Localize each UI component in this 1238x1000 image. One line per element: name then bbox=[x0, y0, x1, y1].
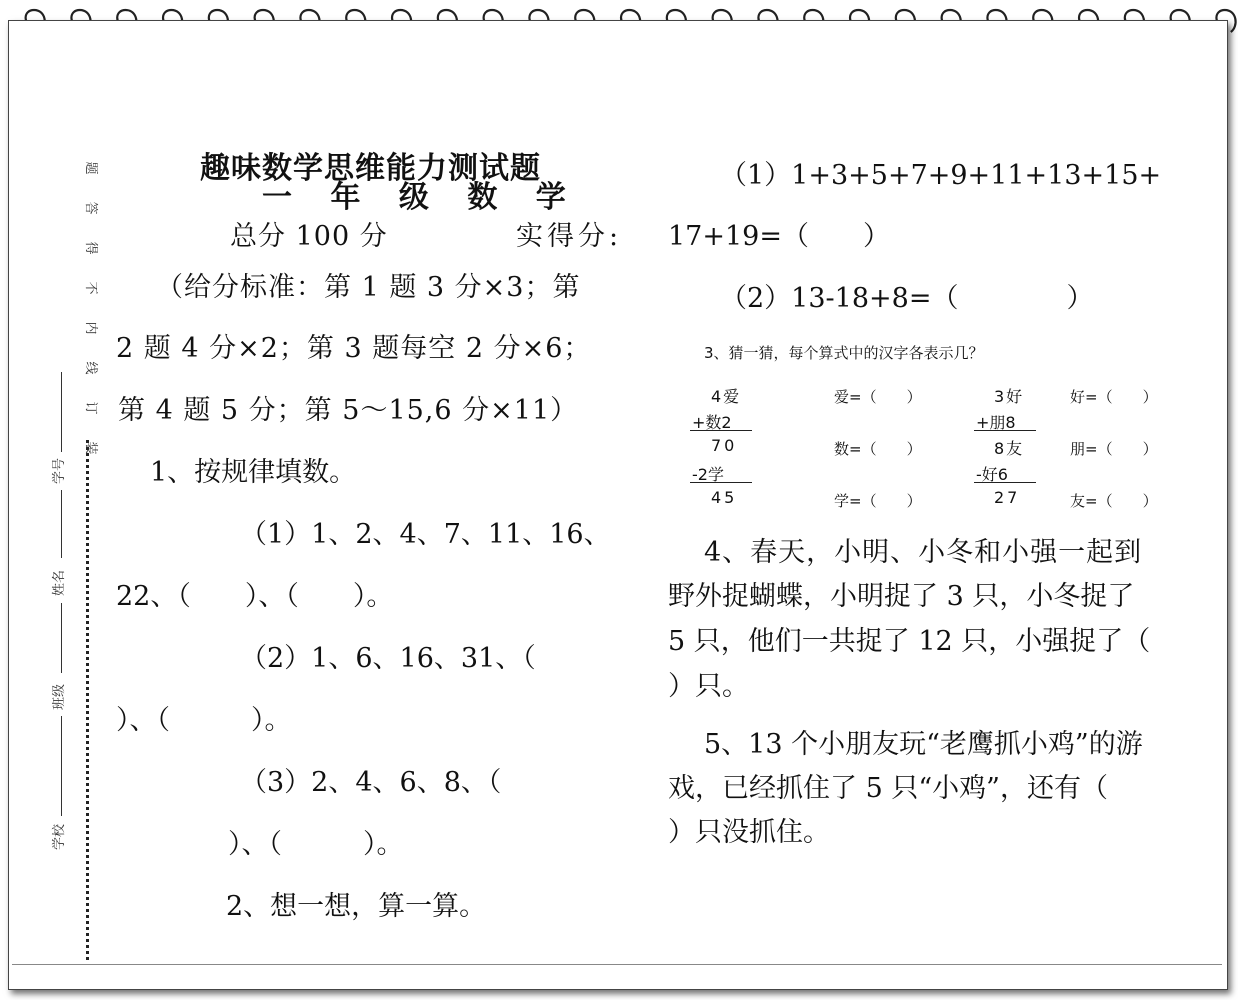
q4-line3: 5 只，他们一共捉了 12 只，小强捉了（ bbox=[668, 626, 1151, 657]
q1-part1-line1: （1）1、2、4、7、11、16、 bbox=[240, 519, 611, 550]
q3-answer-shu: 数=（ ） bbox=[834, 440, 922, 458]
q3-right-line4: -好6 bbox=[976, 465, 1008, 484]
q3-right-line1: 3好 bbox=[994, 387, 1025, 406]
q2-part1-line1: （1）1+3+5+7+9+11+13+15+ bbox=[720, 160, 1162, 191]
q1-part3-line2: ）、（ ）。 bbox=[228, 829, 404, 860]
binding-hint-char: 订 bbox=[83, 401, 98, 415]
q4-line4: ）只。 bbox=[668, 671, 749, 702]
q3-answer-xue: 学=（ ） bbox=[834, 492, 922, 510]
binding-hint-char: 线 bbox=[83, 361, 98, 375]
binding-dotted-line bbox=[86, 440, 89, 960]
binding-hint-char: 题 bbox=[83, 161, 98, 175]
scoring-line-1: （给分标准：第 1 题 3 分×3；第 bbox=[156, 272, 581, 303]
total-score-label: 总分 100 分 bbox=[230, 221, 388, 252]
q3-left-line3: 70 bbox=[711, 436, 738, 455]
q5-line3: ）只没抓住。 bbox=[668, 817, 830, 848]
q3-right-line3: 8友 bbox=[994, 439, 1025, 458]
field-name-label: 姓名 bbox=[52, 569, 67, 596]
q5-line2: 戏，已经抓住了 5 只“小鸡”，还有（ bbox=[668, 773, 1108, 804]
field-class-label: 班级 bbox=[52, 683, 67, 710]
exam-title: 趣味数学思维能力测试题 bbox=[200, 151, 541, 186]
field-school-label: 学校 bbox=[52, 823, 67, 850]
q3-left-rule-2 bbox=[690, 482, 752, 483]
q3-left-line5: 45 bbox=[711, 488, 738, 507]
q4-line1: 4、春天，小明、小冬和小强一起到 bbox=[704, 537, 1143, 568]
q2-part1-line2: 17+19=（ ） bbox=[668, 221, 890, 252]
q3-right-rule-1 bbox=[974, 430, 1036, 431]
q5-line1: 5、13 个小朋友玩“老鹰抓小鸡”的游 bbox=[704, 729, 1143, 760]
q3-left-line1: 4爱 bbox=[711, 387, 742, 406]
q2-part2: （2）13-18+8=（ ） bbox=[720, 283, 1094, 314]
q3-answer-peng: 朋=（ ） bbox=[1070, 440, 1158, 458]
exam-grade: 一 年 级 数 学 bbox=[262, 180, 580, 215]
scoring-line-3: 第 4 题 5 分；第 5～15,6 分×11） bbox=[118, 395, 579, 426]
q4-line2: 野外捉蝴蝶，小明捉了 3 只，小冬捉了 bbox=[668, 581, 1135, 612]
q3-heading: 3、猜一猜，每个算式中的汉字各表示几？ bbox=[704, 344, 984, 362]
field-class-line[interactable] bbox=[61, 603, 62, 673]
q1-heading: 1、按规律填数。 bbox=[150, 457, 357, 488]
earned-score-label: 实得分: bbox=[516, 221, 623, 252]
binding-hint-char: 不 bbox=[83, 281, 98, 295]
q2-heading: 2、想一想，算一算。 bbox=[226, 891, 487, 922]
q3-left-line4: -2学 bbox=[692, 465, 724, 484]
q1-part1-line2: 22、（ ）、（ ）。 bbox=[116, 581, 394, 612]
field-name-line[interactable] bbox=[61, 490, 62, 558]
q3-right-rule-2 bbox=[974, 482, 1036, 483]
field-student-id-label: 学号 bbox=[52, 457, 67, 484]
q3-answer-ai: 爱=（ ） bbox=[834, 388, 922, 406]
q3-answer-you: 友=（ ） bbox=[1070, 492, 1158, 510]
scoring-line-2: 2 题 4 分×2；第 3 题每空 2 分×6； bbox=[116, 333, 592, 364]
field-student-id-line[interactable] bbox=[61, 372, 62, 452]
q3-left-rule-1 bbox=[690, 430, 752, 431]
page-bottom-line bbox=[12, 964, 1222, 965]
q1-part2-line1: （2）1、6、16、31、（ bbox=[240, 643, 536, 674]
q1-part2-line2: ）、（ ）。 bbox=[116, 705, 292, 736]
q1-part3-line1: （3）2、4、6、8、（ bbox=[240, 767, 502, 798]
q3-right-line2: +朋8 bbox=[976, 413, 1016, 432]
binding-hint-char: 内 bbox=[83, 321, 98, 335]
q3-left-line2: +数2 bbox=[692, 413, 732, 432]
binding-hint-char: 答 bbox=[83, 201, 98, 215]
binding-hint-char: 得 bbox=[83, 241, 98, 255]
q3-answer-hao: 好=（ ） bbox=[1070, 388, 1158, 406]
field-school-line[interactable] bbox=[61, 716, 62, 816]
q3-right-line5: 27 bbox=[994, 488, 1021, 507]
binding-hint-char: 装 bbox=[83, 441, 98, 455]
